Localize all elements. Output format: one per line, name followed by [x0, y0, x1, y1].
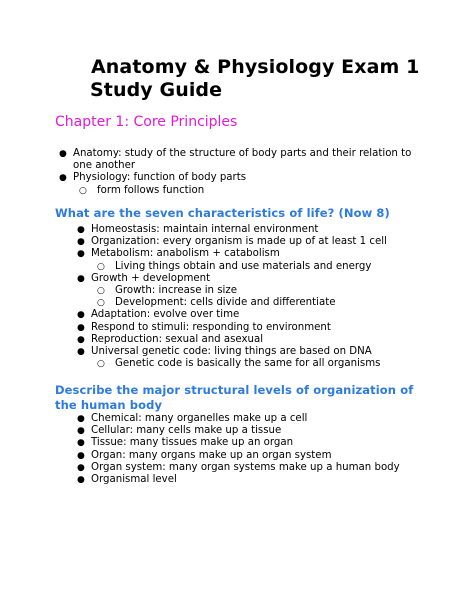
list-item-text: Homeostasis: maintain internal environment: [91, 224, 319, 235]
document-title: [91, 56, 419, 102]
bullet-filled-icon: ●: [77, 322, 85, 333]
list-item-text: Organ: many organs make up an organ system: [91, 449, 332, 461]
list-item-text: Growth + development: [91, 272, 211, 284]
list-item-text: Metabolism: anabolism + catabolism: [91, 248, 280, 260]
bullet-filled-icon: ●: [77, 426, 85, 437]
bullet-filled-icon: ●: [77, 249, 85, 260]
list-item: [77, 334, 437, 346]
bullet-filled-icon: ●: [77, 237, 85, 248]
list-item-text: Universal genetic code: living things are based on DNA: [91, 346, 372, 358]
list-item-text: Tissue: many tissues make up an organ: [91, 437, 294, 449]
structural-levels-list: [77, 413, 437, 486]
bullet-hollow-icon: ○: [97, 286, 105, 297]
list-item: [59, 185, 419, 197]
list-item: [77, 462, 437, 474]
bullet-filled-icon: ●: [59, 149, 67, 159]
list-item-text: Adaptation: evolve over time: [91, 309, 240, 321]
list-item: [77, 273, 437, 285]
list-item-text: Physiology: function of body parts: [73, 172, 247, 184]
bullet-filled-icon: ●: [77, 225, 85, 235]
list-item-text: Organ system: many organ systems make up a human body: [91, 461, 400, 473]
bullet-hollow-icon: ○: [97, 261, 105, 272]
bullet-hollow-icon: ○: [97, 298, 105, 309]
list-item: [77, 261, 437, 273]
bullet-filled-icon: ●: [77, 310, 85, 321]
list-item-text: Chemical: many organelles make up a cell: [91, 413, 308, 424]
bullet-filled-icon: ●: [77, 273, 85, 284]
list-item: [77, 297, 437, 309]
list-item: [77, 224, 437, 236]
list-item: [77, 248, 437, 260]
bullet-filled-icon: ●: [77, 414, 85, 424]
list-item: [77, 285, 437, 297]
title-line-2: Study Guide: [90, 79, 223, 101]
bullet-filled-icon: ●: [77, 462, 85, 473]
list-item-text: Development: cells divide and differentiate: [115, 297, 336, 309]
chapter-list: [59, 148, 419, 197]
list-item-text: Genetic code is basically the same for all organisms: [115, 358, 381, 370]
characteristics-list: [77, 224, 437, 370]
list-item-text: Reproduction: sexual and asexual: [91, 333, 264, 345]
title-line-1: Anatomy & Physiology Exam 1: [91, 56, 420, 78]
list-item: [77, 450, 437, 462]
list-item-text: Anatomy: study of the structure of body parts and their relation to one another: [73, 148, 412, 172]
list-item-text: Organization: every organism is made up of at least 1 cell: [91, 236, 387, 248]
list-item-text: Living things obtain and use materials and energy: [115, 260, 372, 272]
bullet-filled-icon: ●: [77, 475, 85, 486]
list-item: [77, 413, 437, 425]
bullet-filled-icon: ●: [77, 438, 85, 449]
list-item-text: Organismal level: [91, 474, 177, 486]
list-item: [77, 437, 437, 449]
chapter-heading: Chapter 1: Core Principles: [55, 114, 238, 130]
list-item: [77, 322, 437, 334]
list-item-text: form follows function: [97, 184, 205, 196]
list-item: [77, 309, 437, 321]
bullet-hollow-icon: ○: [79, 185, 87, 196]
list-item-text: Cellular: many cells make up a tissue: [91, 425, 282, 437]
bullet-filled-icon: ●: [77, 347, 85, 358]
bullet-filled-icon: ●: [59, 173, 67, 184]
bullet-hollow-icon: ○: [97, 359, 105, 370]
list-item: [77, 236, 437, 248]
list-item-text: Respond to stimuli: responding to environment: [91, 321, 331, 333]
list-item: [77, 346, 437, 358]
list-item: [77, 425, 437, 437]
list-item-text: Growth: increase in size: [115, 285, 238, 297]
list-item: [59, 148, 419, 172]
bullet-filled-icon: ●: [77, 450, 85, 461]
list-item: [77, 358, 437, 370]
bullet-filled-icon: ●: [77, 334, 85, 345]
section-heading-characteristics: What are the seven characteristics of life? (Now 8): [55, 206, 390, 220]
list-item: [77, 474, 437, 486]
list-item: [59, 172, 419, 184]
section-heading-structural-levels: Describe the major structural levels of organization of the human body: [55, 383, 414, 412]
